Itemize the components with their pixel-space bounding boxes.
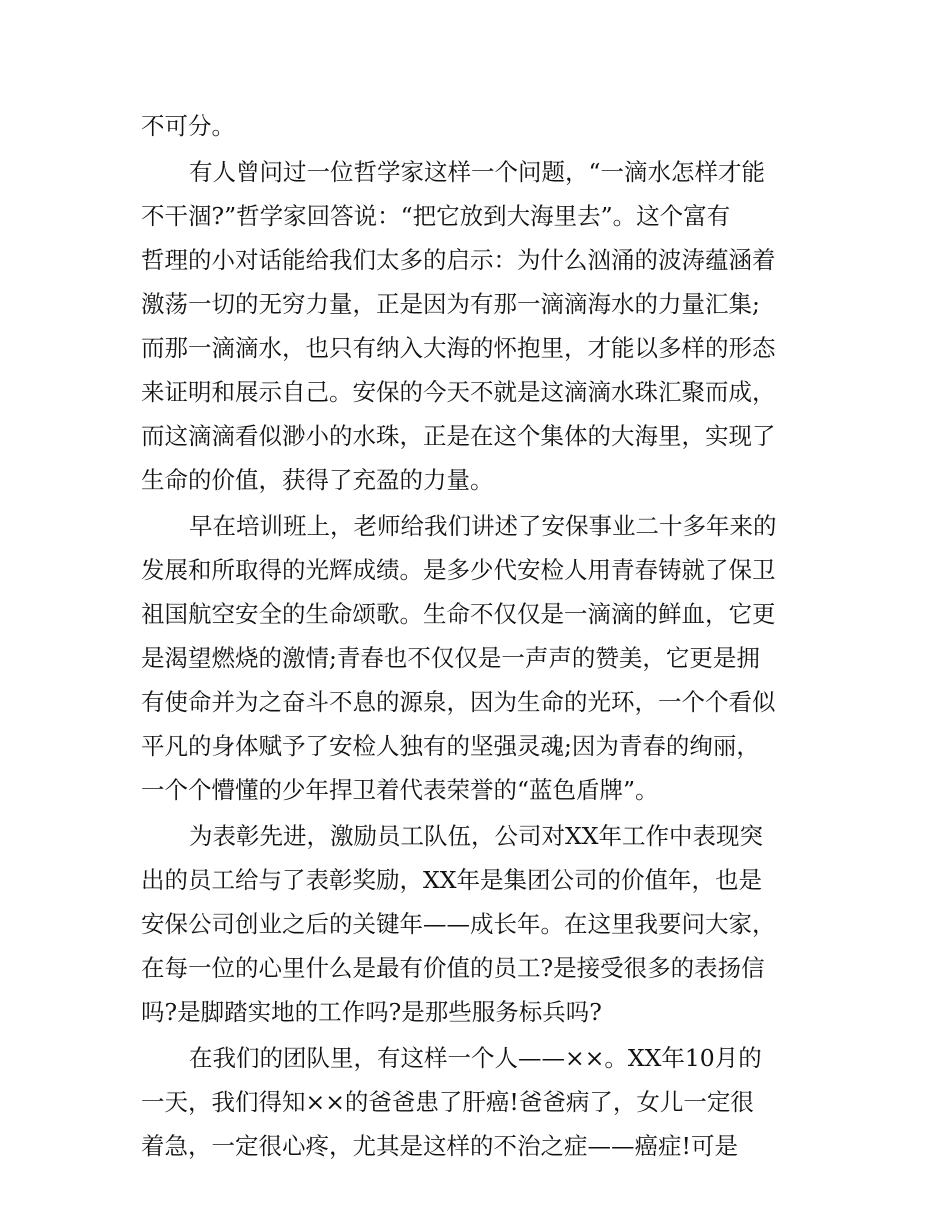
text-line: 祖国航空安全的生命颂歌。生命不仅仅是一滴滴的鲜血，它更 <box>141 600 776 628</box>
paragraph-start-line: 在我们的团队里，有这样一个人——××。XX年10月的 <box>189 1044 762 1072</box>
text-line: 生命的价值，获得了充盈的力量。 <box>141 466 494 494</box>
text-line: 而那一滴滴水，也只有纳入大海的怀抱里，才能以多样的形态 <box>141 334 776 362</box>
text-line: 一个个懵懂的少年捍卫着代表荣誉的“蓝色盾牌”。 <box>141 776 659 804</box>
text-line: 平凡的身体赋予了安检人独有的坚强灵魂;因为青春的绚丽， <box>141 732 760 760</box>
text-line: 有使命并为之奋斗不息的源泉，因为生命的光环，一个个看似 <box>141 688 776 716</box>
text-line: 来证明和展示自己。安保的今天不就是这滴滴水珠汇聚而成， <box>141 378 776 406</box>
text-line: 发展和所取得的光辉成绩。是多少代安检人用青春铸就了保卫 <box>141 556 776 584</box>
paragraph-start-line: 早在培训班上，老师给我们讲述了安保事业二十多年来的 <box>189 512 777 540</box>
text-line: 而这滴滴看似渺小的水珠，正是在这个集体的大海里，实现了 <box>141 422 776 450</box>
text-line: 哲理的小对话能给我们太多的启示：为什么汹涌的波涛蕴涵着 <box>141 246 776 274</box>
paragraph-start-line: 为表彰先进，激励员工队伍，公司对XX年工作中表现突 <box>189 822 763 850</box>
text-line: 着急，一定很心疼，尤其是这样的不治之症——癌症!可是 <box>141 1132 738 1160</box>
text-line: 在每一位的心里什么是最有价值的员工?是接受很多的表扬信 <box>141 954 765 982</box>
text-line: 吗?是脚踏实地的工作吗?是那些服务标兵吗? <box>141 998 602 1026</box>
text-line: 一天，我们得知××的爸爸患了肝癌!爸爸病了，女儿一定很 <box>141 1088 754 1116</box>
text-line: 出的员工给与了表彰奖励，XX年是集团公司的价值年，也是 <box>141 866 762 894</box>
text-line: 安保公司创业之后的关键年——成长年。在这里我要问大家， <box>141 910 776 938</box>
text-line: 不干涸?”哲学家回答说：“把它放到大海里去”。这个富有 <box>141 202 731 230</box>
text-line: 不可分。 <box>141 112 235 140</box>
paragraph-start-line: 有人曾问过一位哲学家这样一个问题，“一滴水怎样才能 <box>189 158 766 186</box>
text-line: 激荡一切的无穷力量，正是因为有那一滴滴海水的力量汇集; <box>141 290 760 318</box>
text-line: 是渴望燃烧的激情;青春也不仅仅是一声声的赞美，它更是拥 <box>141 644 760 672</box>
